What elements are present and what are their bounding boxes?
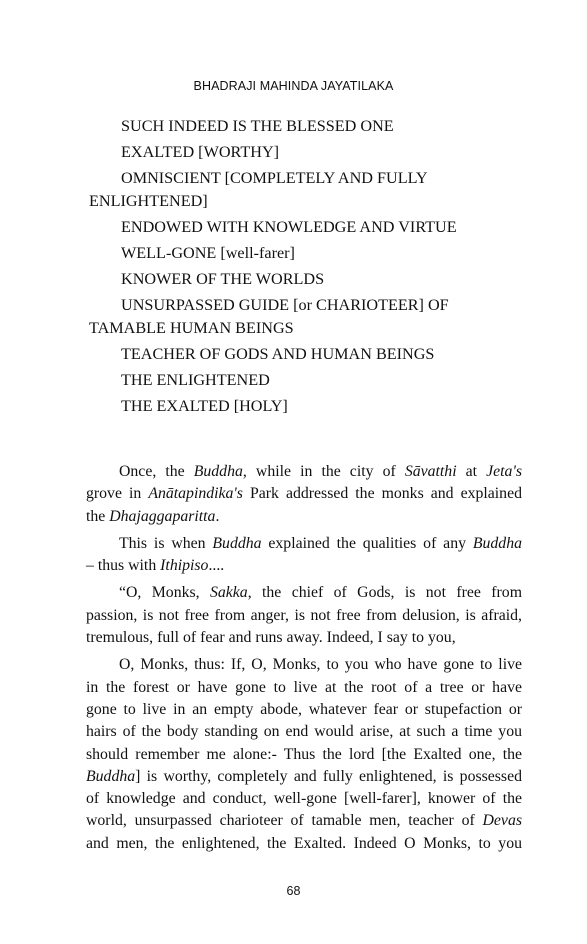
epithet-line: TAMABLE HUMAN BEINGS xyxy=(89,319,294,337)
paragraph xyxy=(86,654,522,855)
epithet-line: TEACHER OF GODS AND HUMAN BEINGS xyxy=(121,345,435,363)
text-line: world, unsurpassed charioteer of tamable men, teacher of Devas xyxy=(86,812,522,830)
text-line: – thus with Ithipiso.... xyxy=(86,557,225,575)
paragraph xyxy=(86,533,522,578)
epithet-line: WELL-GONE [well-farer] xyxy=(121,244,295,262)
text-line: gone to live in an empty abode, whatever fear or stupefaction or xyxy=(86,700,522,718)
epithet-line: SUCH INDEED IS THE BLESSED ONE xyxy=(121,117,394,135)
text-line: This is when Buddha explained the qualities of any Buddha xyxy=(119,534,522,552)
epithet-line: EXALTED [WORTHY] xyxy=(121,143,280,161)
epithet-line: ENLIGHTENED] xyxy=(89,192,208,210)
text-line: O, Monks, thus: If, O, Monks, to you who have gone to live xyxy=(119,656,522,674)
text-line: Once, the Buddha, while in the city of Sāvatthi at Jeta's xyxy=(119,463,522,480)
epithet-list xyxy=(0,113,587,419)
epithet-line: KNOWER OF THE WORLDS xyxy=(121,270,325,288)
text-line: grove in Anātapindika's Park addressed the monks and explained xyxy=(86,485,522,503)
text-line: the Dhajaggaparitta. xyxy=(86,507,220,525)
epithet-line: THE ENLIGHTENED xyxy=(121,371,270,389)
epithet-line: ENDOWED WITH KNOWLEDGE AND VIRTUE xyxy=(121,218,457,236)
paragraph xyxy=(86,582,522,649)
text-line: and men, the enlightened, the Exalted. Indeed O Monks, to you xyxy=(86,834,522,852)
epithet-line: OMNISCIENT [COMPLETELY AND FULLY xyxy=(121,169,428,187)
body-text xyxy=(86,461,522,860)
text-line: hairs of the body standing on end would arise, at such a time you xyxy=(86,723,522,741)
text-line: of knowledge and conduct, well-gone [well-farer], knower of the xyxy=(86,790,522,808)
page-number: 68 xyxy=(286,884,301,898)
epithet-line: THE EXALTED [HOLY] xyxy=(121,397,288,415)
text-line: passion, is not free from anger, is not free from delusion, is afraid, xyxy=(86,606,522,624)
text-line: should remember me alone:- Thus the lord [the Exalted one, the xyxy=(86,745,522,763)
text-line: in the forest or have gone to live at the root of a tree or have xyxy=(86,678,522,696)
paragraph xyxy=(86,461,522,528)
text-line: Buddha] is worthy, completely and fully enlightened, is possessed xyxy=(86,767,522,785)
epithet-line: UNSURPASSED GUIDE [or CHARIOTEER] OF xyxy=(121,296,449,314)
running-header: BHADRAJI MAHINDA JAYATILAKA xyxy=(193,79,394,93)
text-line: tremulous, full of fear and runs away. Indeed, I say to you, xyxy=(86,629,456,647)
text-line: “O, Monks, Sakka, the chief of Gods, is not free from xyxy=(119,584,522,602)
